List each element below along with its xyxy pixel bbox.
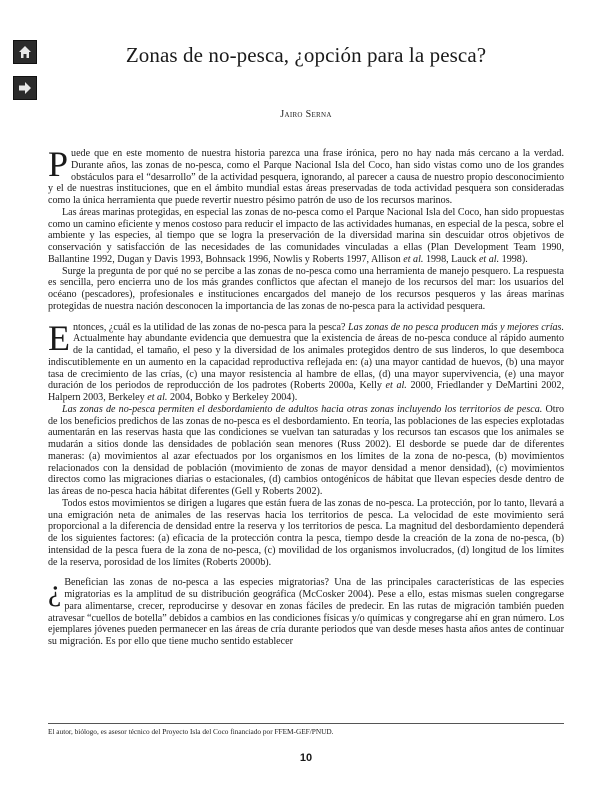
paragraph-text: uede que en este momento de nuestra historia parezca una frase irónica, pero no hay nada más cercano a la verdad. Durante años, las zonas de no-pesca, como el Parque Nacional Isla del Coco, han sido vistas como uno de los grandes obstáculos para el “desarrollo” de la actividad pesquera, ignorando, al parecer a causa de nuestro propio desconocimiento y el de nuestras instituciones, que en el ámbito mundial estas áreas preservadas de toda actividad pesquera son consideradas como la única herramienta que puede revertir nuestro pésimo patrón de uso de los recursos marinos.: [48, 148, 564, 206]
footnote-divider: [48, 723, 564, 724]
text-run: 1998, Lauck: [423, 253, 479, 265]
paragraph-section-utility: [48, 317, 564, 404]
drop-cap: ¿: [48, 574, 62, 608]
drop-cap: P: [48, 144, 69, 184]
next-page-button[interactable]: [13, 76, 37, 100]
text-italic: et al.: [385, 380, 407, 392]
arrow-right-icon: [17, 80, 33, 96]
home-button[interactable]: [13, 40, 37, 64]
page-title: Zonas de no-pesca, ¿opción para la pesca?: [125, 43, 487, 67]
home-icon: [17, 44, 33, 60]
text-italic: Las zonas de no pesca producen más y mejores crías.: [348, 321, 564, 333]
article-body: [48, 144, 564, 648]
text-run: Otro de los beneficios predichos de las zonas de no-pesca es el desbordamiento. En teoría, las poblaciones de las especies explotadas aumentarán en las reservas hasta que las condiciones se vuelvan tan saturadas y los recursos tan escasos que los animales se mudarán a sitios donde las densidades de población sean menores (Russ 2002). El desborde se puede dar de diferentes maneras: (a) movimientos al azar efectuados por los organismos en los límites de la zona de no-pesca, (b) movimientos relacionados con la densidad de población (movimiento de zonas de mayor densidad a menor densidad), (c) movimientos directos como las migraciones diarias o estacionales, (d) cambios ontogénicos de hábitat que llevan especies desde dentro de las áreas de no-pesca hacia hábitat diferentes (Gell y Roberts 2002).: [48, 403, 564, 497]
page-number: 10: [299, 752, 313, 764]
drop-cap: E: [48, 317, 70, 358]
text-run: Actualmente hay abundante evidencia que demuestra que la existencia de áreas de no-pesca conduce al rápido aumento de la cantidad, el tamaño, el peso y la diversidad de los animales protegidos dentro de sus linderos, lo que desemboca indiscutiblemente en un aumento en la capacidad reproductiva reflejada en: (a) una mayor cantidad de huevos, (b) una mayor tasa de crecimiento de las crías, (c) una mayor resistencia al hambre de ellas, (d) una mayor supervivencia, (e) una mayor duración de los periodos de reproducción de los padrotes (Roberts 2000a, Kelly: [48, 333, 564, 392]
paragraph-intro: [48, 144, 564, 207]
paragraph: [48, 207, 564, 266]
text-italic: et al.: [403, 253, 424, 265]
text-italic: Las zonas de no-pesca permiten el desbordamiento de adultos hacia otras zonas incluyendo los territorios de pesca.: [62, 403, 543, 415]
footnote: El autor, biólogo, es asesor técnico del Proyecto Isla del Coco financiado por FFEM-GEF/PNUD.: [48, 727, 334, 736]
text-run: Las áreas marinas protegidas, en especial las zonas de no-pesca como el Parque Nacional Isla del Coco, han sido propuestas como un camino eficiente y menos costoso para reducir el impacto de las actividades humanas, en especial de la pesca, sobre el ambiente y las especies, al tiempo que se logra la preservación de la diversidad marina sin descuidar otros objetivos de conservación y satisfacción de las necesidades de las comunidades vinculadas a ellas (Plan Development Team 1990, Ballantine 1992, Dugan y Davis 1993, Bohnsack 1996, Nowlis y Roberts 1997, Allison: [48, 206, 564, 265]
text-run: 2004, Bobko y Berkeley 2004).: [167, 392, 298, 403]
paragraph-section-migratory: [48, 574, 564, 648]
author-name: Jairo Serna: [280, 109, 332, 120]
text-italic: et al.: [147, 392, 168, 403]
text-italic: et al.: [478, 253, 500, 265]
text-run: 2000, Friedlander y DeMartini 2002, Halpern 2003, Berkeley: [48, 380, 564, 403]
paragraph: Surge la pregunta de por qué no se percibe a las zonas de no-pesca como una herramienta de manejo pesquero. La respuesta es sencilla, pero encierra uno de los más grandes conflictos que afectan el manejo de los recursos del mar: los usuarios del océano (pescadores), profesionales e instituciones encargados del manejo de los recursos pesqueros y las áreas marinas protegidas de nuestra nación desconocen la importancia de las zonas de no-pesca para la actividad pesquera.: [48, 265, 564, 312]
paragraph-text: Benefician las zonas de no-pesca a las especies migratorias? Una de las principales características de las especies migratorias es la amplitud de su distribución geográfica (McCosker 2004). Pese a ello, estas mismas suelen congregarse para alimentarse, crecer, reproducirse y desovar en zonas fáciles de predecir. En las rutas de migración también pueden atravesar “cuellos de botella” debidos a cambios en las condiciones físicas y/o químicas y congregarse ahí en gran número. Los ejemplares jóvenes pueden permanecer en las áreas de cría durante periodos que van desde meses hasta años antes de continuar su migración. Es por ello que tiene mucho sentido establecer: [48, 577, 564, 647]
paragraph: Todos estos movimientos se dirigen a lugares que están fuera de las zonas de no-pesca. La protección, por lo tanto, llevará a una emigración neta de animales de las reservas hacia los territorios de pesca. La velocidad de este movimiento será proporcional a la diferencia de densidad entre la reserva y los territorios de pesca. La magnitud del desbordamiento dependerá de los siguientes factores: (a) eficacia de la protección contra la pesca, tiempo desde la creación de la zona de no-pesca, (b) intensidad de la pesca fuera de la zona de no-pesca, (c) movilidad de los organismos involucrados, (d) longitud de los límites de la reserva, porosidad de los límites (Roberts 2000b).: [48, 497, 564, 568]
paragraph: [48, 404, 564, 498]
text-run: ntonces, ¿cuál es la utilidad de las zonas de no-pesca para la pesca?: [73, 321, 349, 333]
text-run: 1998).: [499, 253, 528, 265]
